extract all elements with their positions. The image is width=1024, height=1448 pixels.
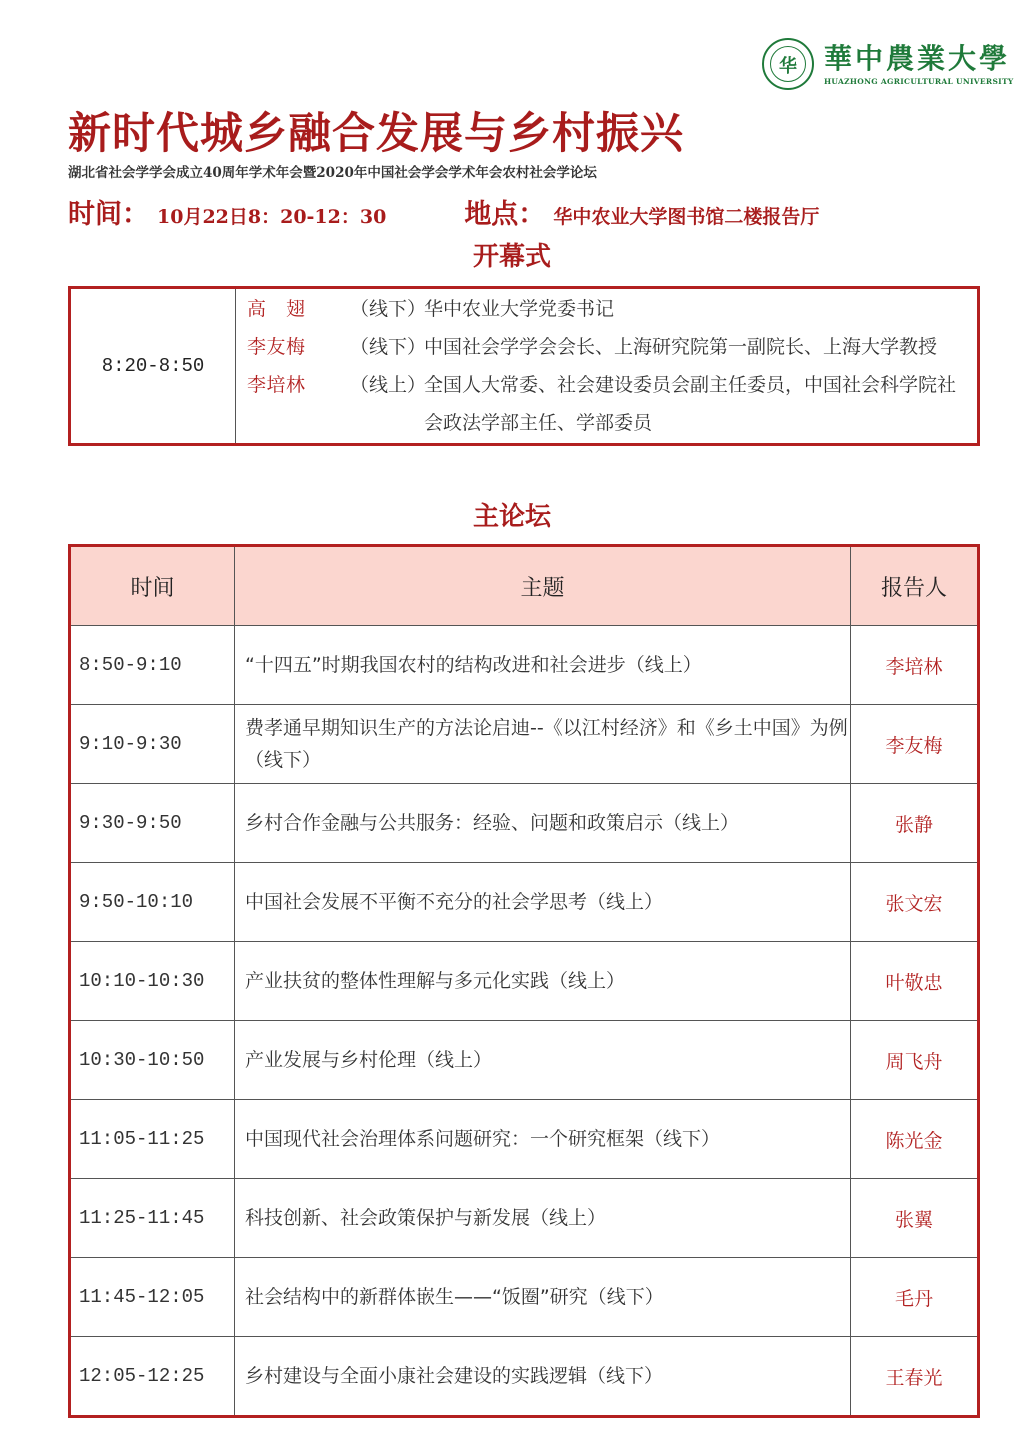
row-topic: 中国社会发展不平衡不充分的社会学思考（线上）: [235, 863, 851, 942]
row-speaker: 陈光金: [851, 1100, 979, 1179]
table-row: [70, 1179, 979, 1258]
row-time: 11:05-11:25: [70, 1100, 235, 1179]
time-value: 10月22日8：20-12：30: [157, 206, 387, 228]
page-title: 新时代城乡融合发展与乡村振兴: [68, 109, 684, 159]
row-topic: 产业发展与乡村伦理（线上）: [235, 1021, 851, 1100]
table-row: [70, 1100, 979, 1179]
logo-name-en: HUAZHONG AGRICULTURAL UNIVERSITY: [824, 76, 1014, 86]
row-time: 12:05-12:25: [70, 1337, 235, 1417]
row-speaker: 李培林: [851, 626, 979, 705]
speaker-role: 华中农业大学党委书记: [424, 298, 615, 320]
opening-section-title: 开幕式: [472, 242, 551, 272]
row-time: 9:30-9:50: [70, 784, 235, 863]
table-row: [70, 1258, 979, 1337]
row-topic: 乡村建设与全面小康社会建设的实践逻辑（线下）: [235, 1337, 851, 1417]
row-time: 9:50-10:10: [70, 863, 235, 942]
opening-speaker: [237, 290, 976, 328]
row-time: 10:10-10:30: [70, 942, 235, 1021]
row-speaker: 张文宏: [851, 863, 979, 942]
row-time: 11:45-12:05: [70, 1258, 235, 1337]
page-subtitle: 湖北省社会学学会成立40周年学术年会暨2020年中国社会学会学术年会农村社会学论坛: [68, 165, 597, 181]
row-topic: 乡村合作金融与公共服务：经验、问题和政策启示（线上）: [235, 784, 851, 863]
university-logo: [762, 38, 1014, 90]
speaker-name: 高 翅: [247, 298, 306, 320]
speaker-mode: （线下）: [350, 298, 427, 320]
university-emblem-icon: 华: [762, 38, 814, 90]
table-row: [70, 942, 979, 1021]
row-speaker: 张翼: [851, 1179, 979, 1258]
opening-table: [68, 286, 980, 446]
speaker-name: 李友梅: [247, 336, 306, 358]
table-row: [70, 1337, 979, 1417]
speaker-mode: （线下）: [350, 336, 427, 358]
row-time: 11:25-11:45: [70, 1179, 235, 1258]
opening-speakers: [236, 288, 979, 445]
speaker-name: 李培林: [247, 374, 306, 396]
table-header-row: [70, 546, 979, 626]
row-topic: “十四五”时期我国农村的结构改进和社会进步（线上）: [235, 626, 851, 705]
logo-text: [824, 43, 1014, 86]
row-time: 10:30-10:50: [70, 1021, 235, 1100]
header-topic: 主题: [235, 546, 851, 626]
row-topic: 社会结构中的新群体嵌生——“饭圈”研究（线下）: [235, 1258, 851, 1337]
row-topic: 中国现代社会治理体系问题研究：一个研究框架（线下）: [235, 1100, 851, 1179]
forum-table: [68, 544, 980, 1418]
place-value: 华中农业大学图书馆二楼报告厅: [553, 206, 820, 228]
row-speaker: 周飞舟: [851, 1021, 979, 1100]
speaker-role: 中国社会学学会会长、上海研究院第一副院长、上海大学教授: [424, 336, 938, 358]
opening-speaker: [237, 328, 976, 366]
row-speaker: 叶敬忠: [851, 942, 979, 1021]
row-time: 9:10-9:30: [70, 705, 235, 784]
row-topic: 产业扶贫的整体性理解与多元化实践（线上）: [235, 942, 851, 1021]
opening-speaker: [237, 366, 976, 442]
row-speaker: 毛丹: [851, 1258, 979, 1337]
forum-section-title: 主论坛: [472, 502, 551, 532]
row-speaker: 王春光: [851, 1337, 979, 1417]
row-topic: 科技创新、社会政策保护与新发展（线上）: [235, 1179, 851, 1258]
row-time: 8:50-9:10: [70, 626, 235, 705]
time-label: 时间：: [68, 199, 149, 230]
table-row: [70, 1021, 979, 1100]
table-row: [70, 863, 979, 942]
table-row: [70, 705, 979, 784]
row-speaker: 张静: [851, 784, 979, 863]
speaker-role: 全国人大常委、社会建设委员会副主任委员，中国社会科学院社会政法学部主任、学部委员: [424, 374, 957, 434]
logo-name-cn: 華中農業大學: [824, 41, 1011, 75]
place-label: 地点：: [464, 199, 546, 230]
row-topic: 费孝通早期知识生产的方法论启迪--《以江村经济》和《乡土中国》为例（线下）: [235, 705, 851, 784]
row-speaker: 李友梅: [851, 705, 979, 784]
opening-time: 8:20-8:50: [70, 288, 236, 445]
event-info: [68, 192, 819, 231]
speaker-mode: （线上）: [350, 374, 427, 396]
header-speaker: 报告人: [851, 546, 979, 626]
table-row: [70, 784, 979, 863]
header-time: 时间: [70, 546, 235, 626]
table-row: [70, 626, 979, 705]
